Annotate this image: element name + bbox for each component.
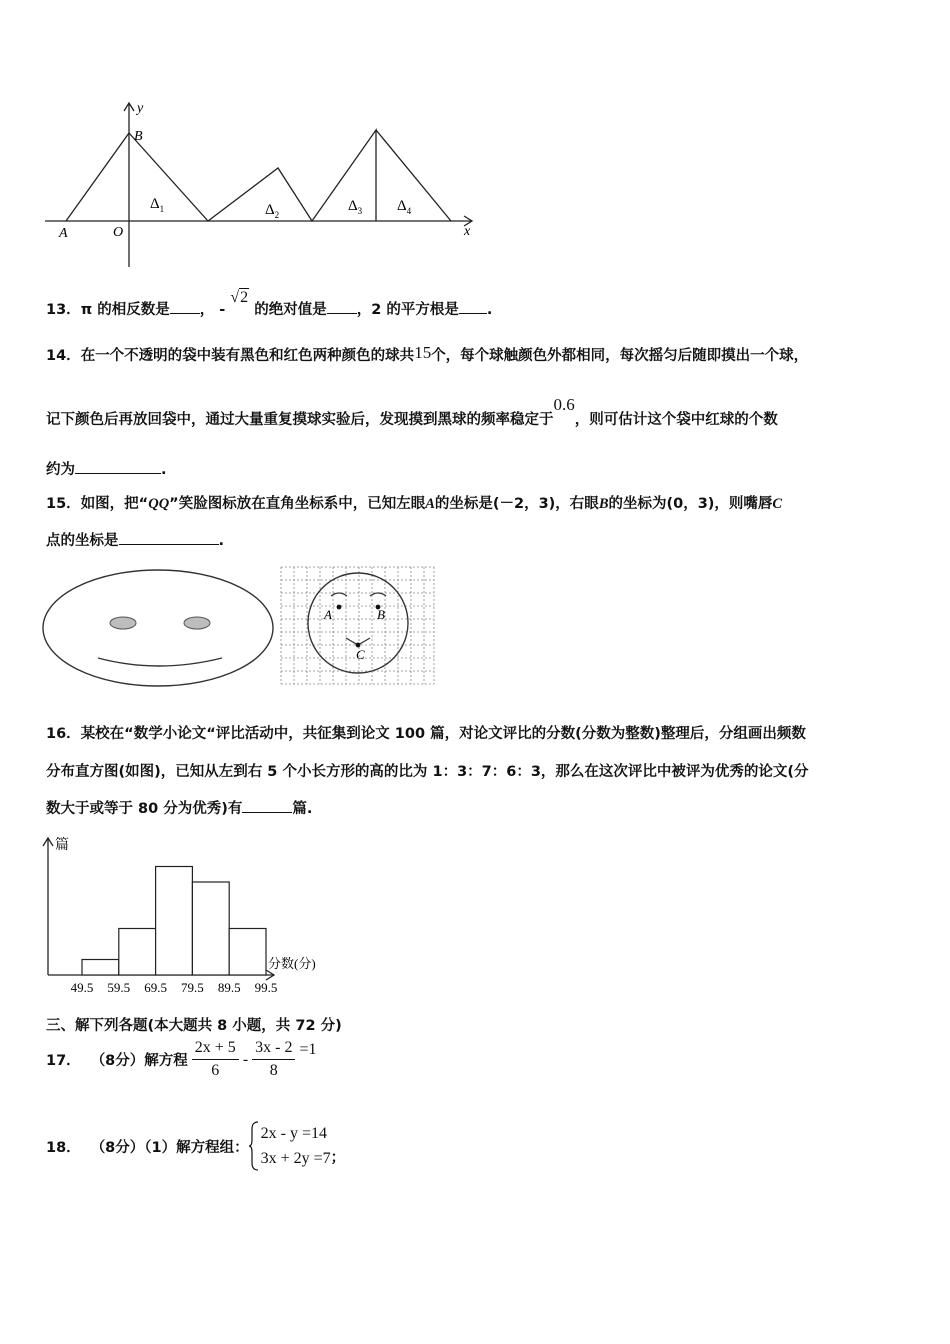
point-a-label: A <box>59 226 68 241</box>
point-b-label: B <box>134 129 143 144</box>
q14-blank <box>75 461 161 474</box>
triangles-figure <box>40 95 490 275</box>
hist-x-label: 分数(分) <box>268 956 316 971</box>
qq-face-figures <box>40 562 440 692</box>
ball-count: 15 <box>414 343 432 362</box>
right-eye <box>184 617 210 629</box>
hist-tick-label: 49.5 <box>70 980 94 995</box>
eye-point-a <box>337 605 342 610</box>
y-label: y <box>137 101 144 116</box>
hist-tick-label: 59.5 <box>107 980 131 995</box>
question-16-line-2: 分布直方图(如图)，已知从左到右 5 个小长方形的高的比为 1：3：7：6：3，那么在这次评比中被评为优秀的论文(分 <box>46 764 809 780</box>
origin-label: O <box>113 225 124 240</box>
section-3-title: 三、解下列各题(本大题共 8 小题，共 72 分) <box>46 1018 342 1034</box>
fraction-2: $\frac{3x - 2}{8}$ <box>252 1039 295 1080</box>
x-label: x <box>464 224 471 239</box>
question-17: 17． （8分）解方程 $\frac{2x + 5}{6}$ - $\frac{3x - 2}{8}$ =1 <box>46 1039 317 1079</box>
q18-system: 2x - y =14 3x + 2y =7 ； <box>249 1121 346 1171</box>
hist-bar-2 <box>119 929 156 976</box>
hist-bars <box>82 867 266 976</box>
mouth <box>98 658 222 666</box>
q13-blank-3 <box>459 301 487 314</box>
question-16-line-1: 16．某校在“数学小论文“评比活动中，共征集到论文 100 篇，对论文评比的分数(分数为整数)整理后，分组画出频数 <box>46 726 806 742</box>
hist-tick-label: 99.5 <box>254 980 278 995</box>
question-15-line-1: 15．如图，把“QQ”笑脸图标放在直角坐标系中，已知左眼A的坐标是(－2，3)，右眼B的坐标为(0，3)，则嘴唇C <box>46 496 783 512</box>
face-outline <box>43 570 273 686</box>
triangle-4-label: $\Delta_4$ <box>397 198 412 216</box>
hist-tick-labels <box>71 980 278 995</box>
q13-blank-1 <box>170 301 200 314</box>
hist-y-label: 篇 <box>55 838 69 853</box>
fraction-1: $\frac{2x + 5}{6}$ <box>192 1039 239 1080</box>
question-14-line-3: 约为 . <box>46 462 167 478</box>
triangle-chain <box>66 130 376 221</box>
sqrt-2: √2 <box>230 289 249 306</box>
left-eye <box>110 617 136 629</box>
question-15-line-2: 点的坐标是 . <box>46 533 225 549</box>
hist-tick-label: 89.5 <box>217 980 241 995</box>
question-14-line-1: 14．在一个不透明的袋中装有黑色和红色两种颜色的球共15个，每个球触颜色外都相同，每次摇匀后随即摸出一个球， <box>46 343 809 364</box>
fig-label-c: C <box>356 647 365 662</box>
frequency-histogram <box>38 832 338 1000</box>
grid-lines <box>281 567 434 684</box>
hist-bar-1 <box>82 960 119 976</box>
hist-bar-3 <box>156 867 193 976</box>
triangle-3-label: $\Delta_3$ <box>348 198 363 216</box>
hist-tick-label: 79.5 <box>181 980 204 995</box>
q15-blank <box>119 532 219 545</box>
system-brace <box>249 1121 259 1171</box>
q16-blank <box>242 800 292 813</box>
question-13: 13．π 的相反数是 ， - √2 的绝对值是 ，2 的平方根是 . <box>46 289 493 318</box>
grid-face <box>281 567 434 684</box>
triangle-2-label: $\Delta_2$ <box>265 202 280 220</box>
q17-equation: $\frac{2x + 5}{6}$ - $\frac{3x - 2}{8}$ =1 <box>192 1039 317 1080</box>
hist-bar-5 <box>229 929 266 976</box>
triangle-1-label: $\Delta_1$ <box>150 196 165 214</box>
q13-blank-2 <box>327 301 357 314</box>
system-equations: 2x - y =14 3x + 2y =7 <box>260 1125 331 1167</box>
hist-bar-4 <box>192 882 229 975</box>
question-14-line-2: 记下颜色后再放回袋中，通过大量重复摸球实验后，发现摸到黑球的频率稳定于0.6，则可估计这个袋中红球的个数 <box>46 395 778 428</box>
fig-label-a: A <box>324 607 332 622</box>
triangle-4-side <box>376 130 451 221</box>
hist-tick-label: 69.5 <box>144 980 167 995</box>
question-18: 18． （8分）（1）解方程组： 2x - y =14 3x + 2y =7 ； <box>46 1121 345 1171</box>
question-16-line-3: 数大于或等于 80 分为优秀)有 篇. <box>46 801 313 817</box>
frequency-value: 0.6 <box>553 395 575 414</box>
fig-label-b: B <box>377 607 385 622</box>
